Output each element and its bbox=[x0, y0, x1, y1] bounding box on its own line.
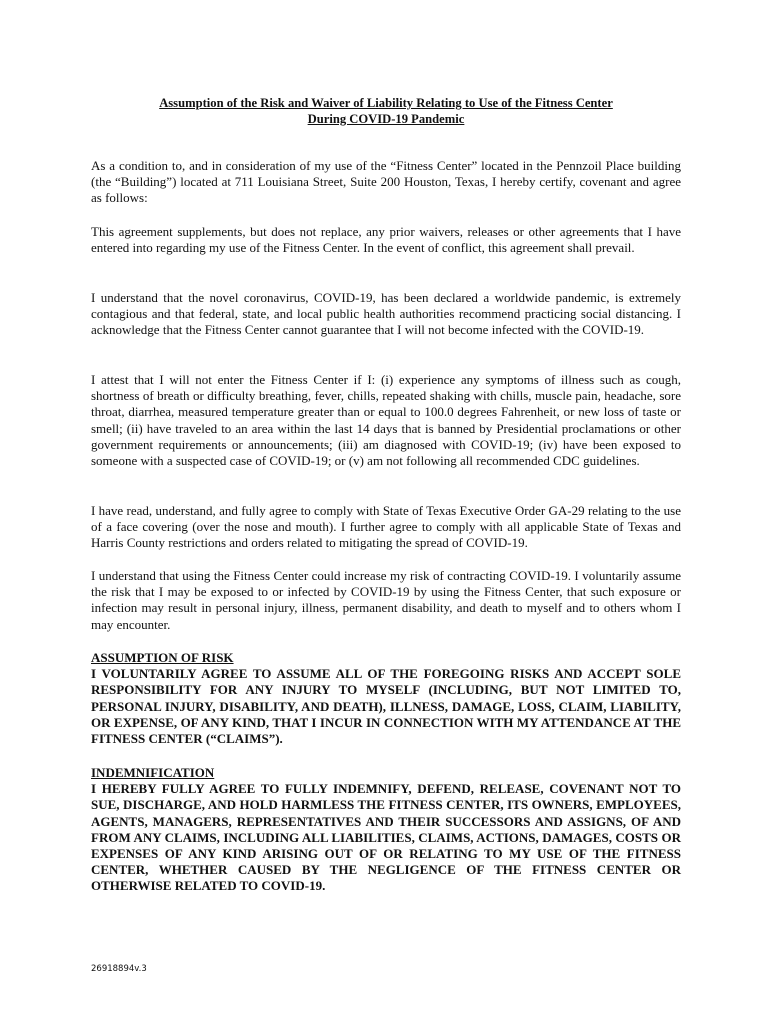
title-line-1: Assumption of the Risk and Waiver of Liability Relating to Use of the Fitness Center bbox=[159, 96, 613, 110]
document-title bbox=[91, 95, 681, 127]
pandemic-paragraph: I understand that the novel coronavirus, COVID-19, has been declared a worldwide pandemic, is extremely contagious and that federal, state, and local public health authorities recommend practicing social distancing. I acknowledge that the Fitness Center cannot guarantee that I will not become infected with the COVID-19. bbox=[91, 290, 681, 338]
assumption-heading: ASSUMPTION OF RISK bbox=[91, 650, 234, 665]
assumption-of-risk-section bbox=[91, 650, 681, 747]
document-id-footer: 26918894v.3 bbox=[91, 964, 147, 974]
indemnification-text: I HEREBY FULLY AGREE TO FULLY INDEMNIFY, DEFEND, RELEASE, COVENANT NOT TO SUE, DISCHARGE, AND HOLD HARMLESS THE FITNESS CENTER, ITS OWNERS, EMPLOYEES, AGENTS, MANAGERS, REPRESENTATIVES AND THEIR SUCCESSORS AND ASSIGNS, OF AND FROM ANY CLAIMS, INCLUDING ALL LIABILITIES, CLAIMS, ACTIONS, DAMAGES, COSTS OR EXPENSES OF ANY KIND ARISING OUT OF OR RELATING TO MY USE OF THE FITNESS CENTER, WHETHER CAUSED BY THE NEGLIGENCE OF THE FITNESS CENTER OR OTHERWISE RELATED TO COVID-19. bbox=[91, 781, 681, 894]
assumption-text: I VOLUNTARILY AGREE TO ASSUME ALL OF THE FOREGOING RISKS AND ACCEPT SOLE RESPONSIBILITY FOR ANY INJURY TO MYSELF (INCLUDING, BUT NOT LIMITED TO, PERSONAL INJURY, DISABILITY, AND DEATH), ILLNESS, DAMAGE, LOSS, CLAIM, LIABILITY, OR EXPENSE, OF ANY KIND, THAT I INCUR IN CONNECTION WITH MY ATTENDANCE AT THE FITNESS CENTER (“CLAIMS”). bbox=[91, 666, 681, 747]
title-line-2: During COVID-19 Pandemic bbox=[307, 112, 465, 126]
face-covering-paragraph: I have read, understand, and fully agree to comply with State of Texas Executive Order GA-29 relating to the use of a face covering (over the nose and mouth). I further agree to comply with all applicable State of Texas and Harris County restrictions and orders related to mitigating the spread of COVID-19. bbox=[91, 503, 681, 551]
indemnification-section bbox=[91, 765, 681, 895]
supplement-paragraph: This agreement supplements, but does not replace, any prior waivers, releases or other agreements that I have entered into regarding my use of the Fitness Center. In the event of conflict, this agreement shall prevail. bbox=[91, 224, 681, 256]
indemnification-heading: INDEMNIFICATION bbox=[91, 765, 215, 780]
risk-paragraph: I understand that using the Fitness Center could increase my risk of contracting COVID-19. I voluntarily assume the risk that I may be exposed to or infected by COVID-19 by using the Fitness Center, that such exposure or infection may result in personal injury, illness, permanent disability, and death to myself and to others whom I may encounter. bbox=[91, 568, 681, 632]
attestation-paragraph: I attest that I will not enter the Fitness Center if I: (i) experience any symptoms of illness such as cough, shortness of breath or difficulty breathing, fever, chills, repeated shaking with chills, muscle pain, headache, sore throat, diarrhea, measured temperature greater than or equal to 100.0 degrees Fahrenheit, or new loss of taste or smell; (ii) have traveled to an area within the last 14 days that is banned by Presidential proclamations or other government requirements or announcements; (iii) am diagnosed with COVID-19; (iv) have been exposed to someone with a suspected case of COVID-19; or (v) am not following all recommended CDC guidelines. bbox=[91, 372, 681, 469]
intro-paragraph: As a condition to, and in consideration of my use of the “Fitness Center” located in the Pennzoil Place building (the “Building”) located at 711 Louisiana Street, Suite 200 Houston, Texas, I hereby certify, covenant and agree as follows: bbox=[91, 158, 681, 206]
